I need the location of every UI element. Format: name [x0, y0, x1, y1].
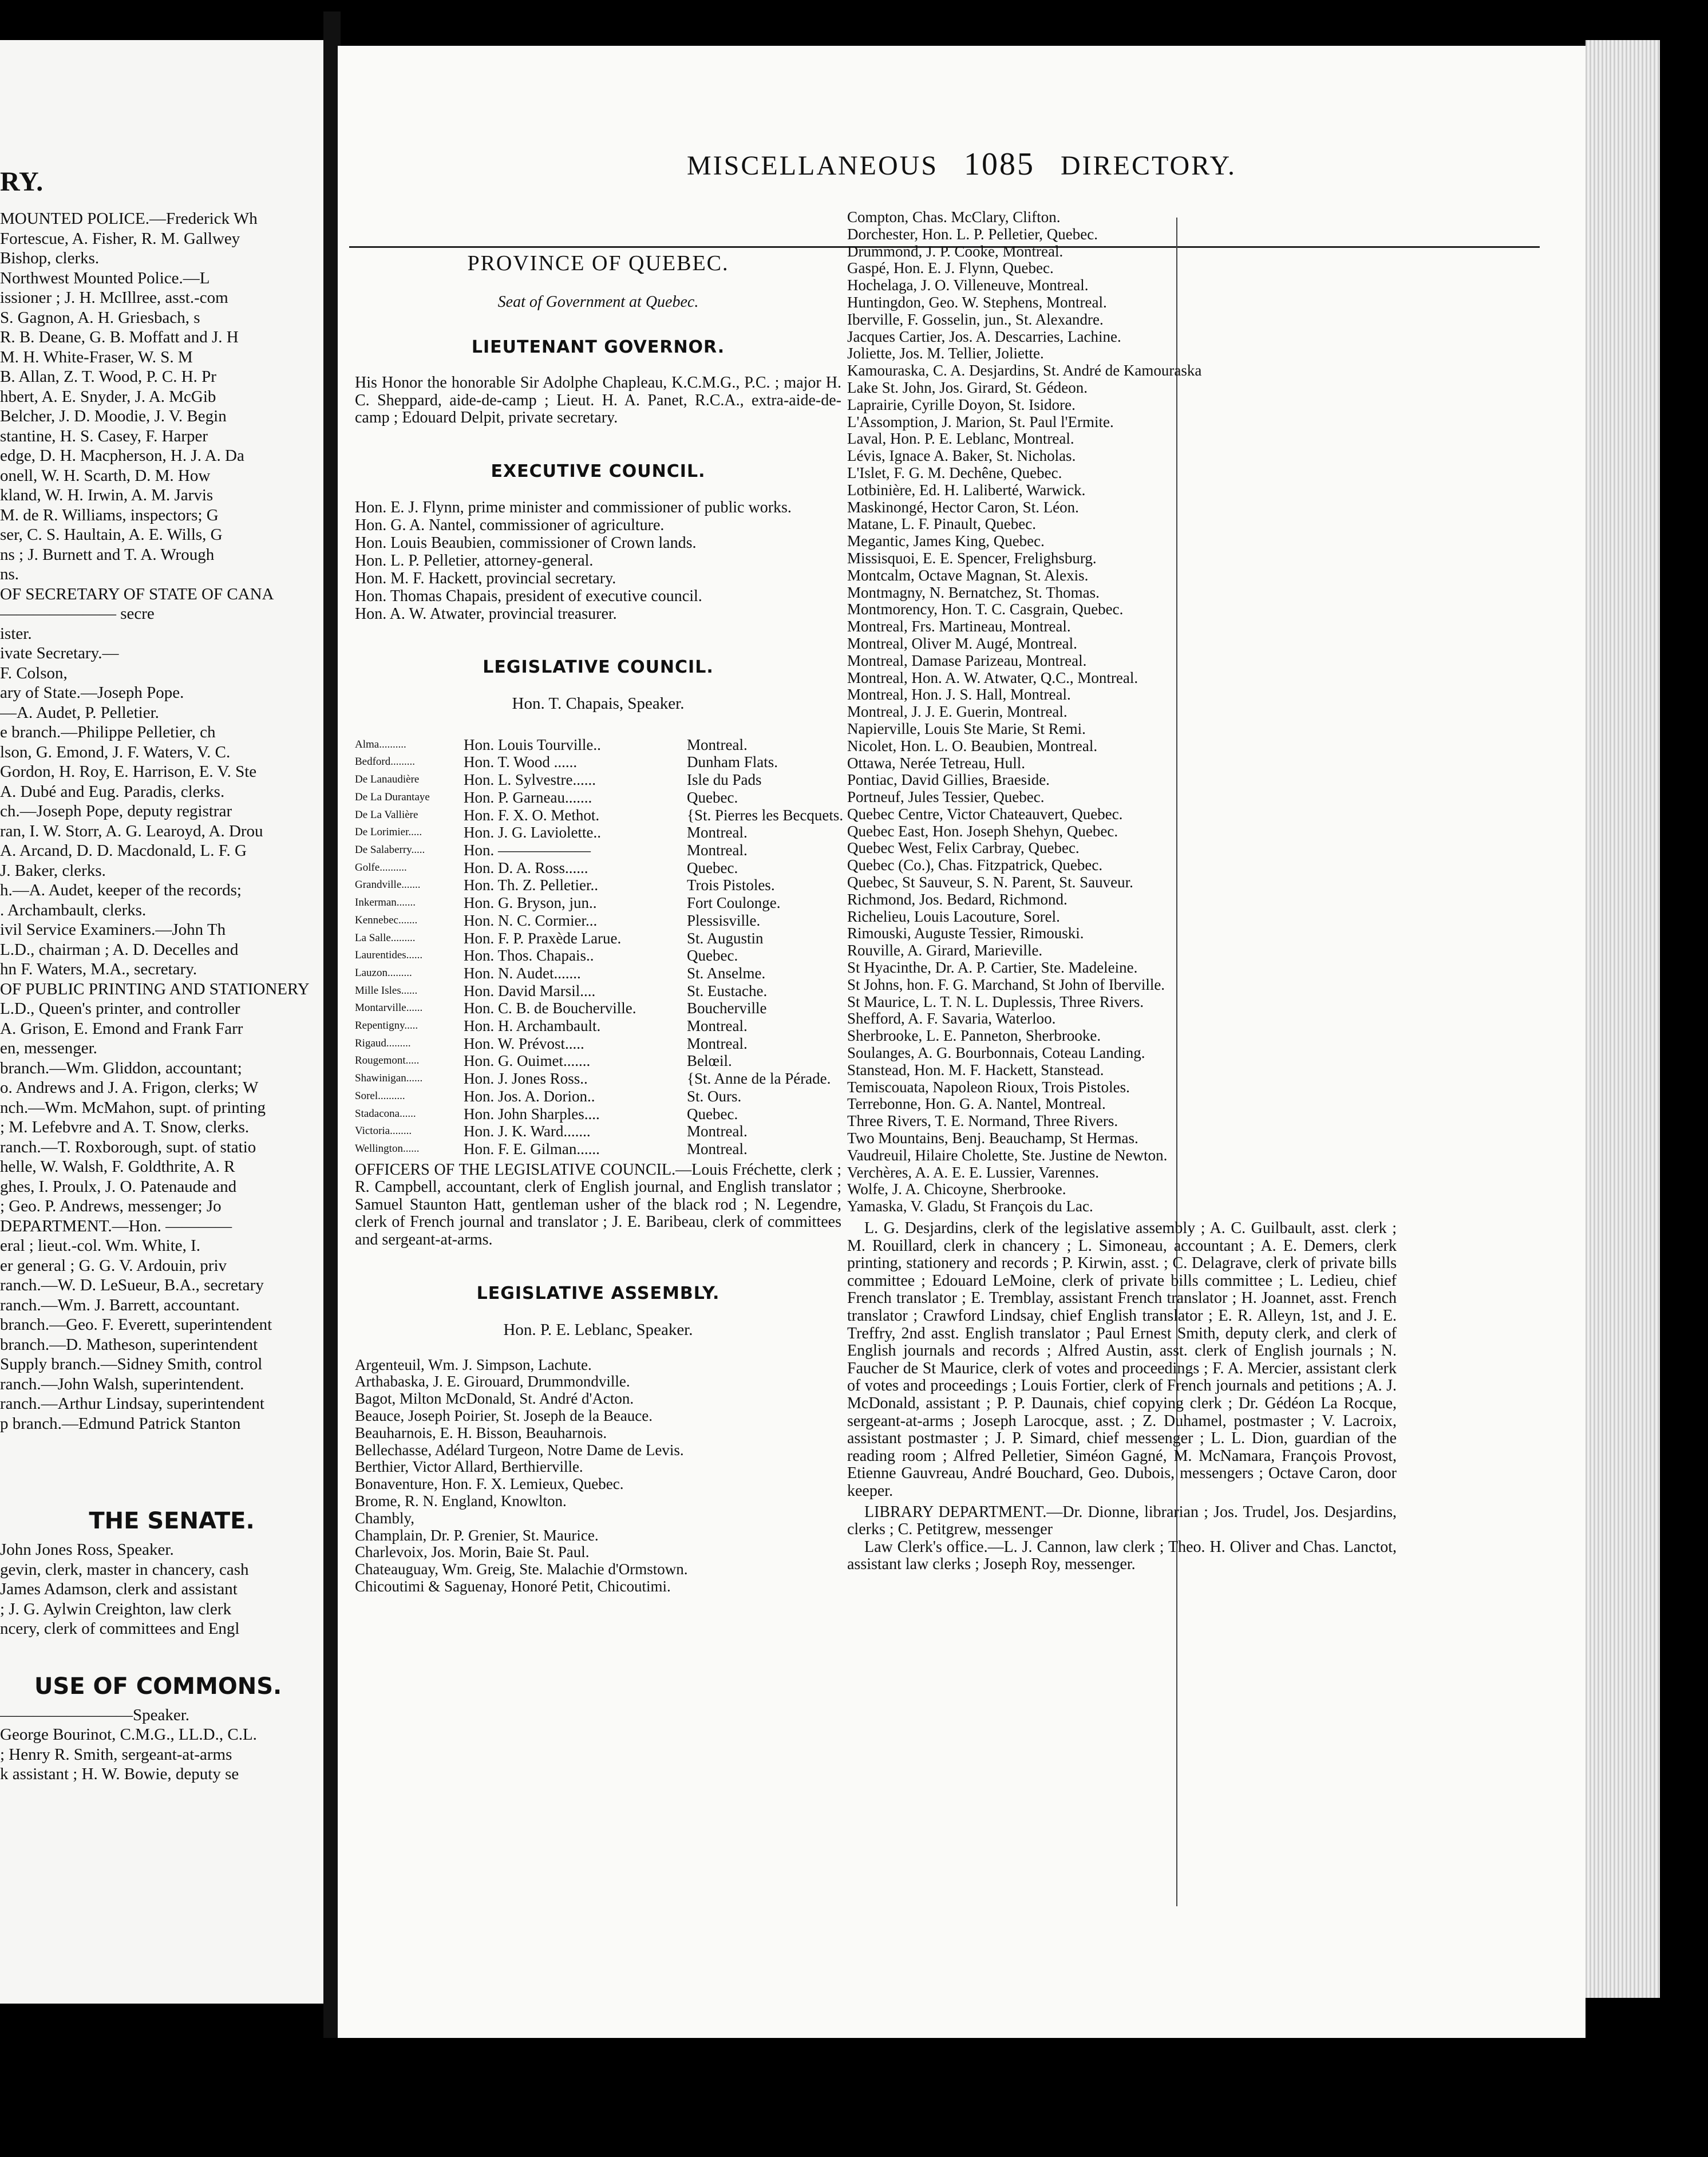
- left-line: o. Andrews and J. A. Frigon, clerks; W: [0, 1078, 259, 1097]
- assembly-member: Beauharnois, E. H. Bisson, Beauharnois.: [355, 1424, 607, 1441]
- left-line: en, messenger.: [0, 1039, 97, 1057]
- assembly-member: Chicoutimi & Saguenay, Honoré Petit, Chicoutimi.: [355, 1577, 671, 1595]
- assembly-member: Shefford, A. F. Savaria, Waterloo.: [847, 1010, 1056, 1028]
- assembly-member: Montreal, J. J. E. Guerin, Montreal.: [847, 703, 1068, 721]
- legislative-council-list: [355, 736, 844, 1158]
- councillor-name: Hon. J. G. Laviolette..: [464, 824, 601, 842]
- left-line: lson, G. Emond, J. F. Waters, V. C.: [0, 742, 231, 761]
- assembly-member: Richelieu, Louis Lacouture, Sorel.: [847, 907, 1060, 925]
- left-line: er general ; G. G. V. Ardouin, priv: [0, 1256, 227, 1275]
- assembly-member: Champlain, Dr. P. Grenier, St. Maurice.: [355, 1526, 599, 1544]
- left-line: M. H. White-Fraser, W. S. M: [0, 347, 193, 366]
- assembly-member: Maskinongé, Hector Caron, St. Léon.: [847, 498, 1079, 516]
- division-name: Repentigny.....: [355, 1020, 418, 1032]
- left-line: OF PUBLIC PRINTING AND STATIONERY: [0, 979, 310, 998]
- assembly-member: Sherbrooke, L. E. Panneton, Sherbrooke.: [847, 1027, 1101, 1045]
- division-name: Inkerman.......: [355, 896, 416, 909]
- legislative-council-row: [355, 753, 841, 771]
- division-name: Rigaud.........: [355, 1037, 411, 1049]
- library-department: LIBRARY DEPARTMENT.—Dr. Dionne, librarian ; Jos. Trudel, Jos. Desjardins, clerks ; C. Petitgrew, messenger: [847, 1503, 1397, 1539]
- legislative-council-row: [355, 876, 841, 894]
- assembly-member: Verchères, A. A. E. E. Lussier, Varennes.: [847, 1163, 1100, 1181]
- councillor-residence: {St. Pierres les Becquets.: [687, 806, 844, 824]
- division-name: La Salle.........: [355, 931, 416, 944]
- left-line: kland, W. H. Irwin, A. M. Jarvis: [0, 486, 214, 504]
- left-line: ranch.—Arthur Lindsay, superintendent: [0, 1394, 264, 1413]
- left-line: eral ; lieut.-col. Wm. White, I.: [0, 1236, 201, 1255]
- division-name: Wellington......: [355, 1142, 420, 1155]
- councillor-residence: Montreal.: [687, 1123, 748, 1140]
- councillor-residence: Dunham Flats.: [687, 753, 778, 771]
- left-line: ranch.—Wm. J. Barrett, accountant.: [0, 1295, 240, 1314]
- left-line: Belcher, J. D. Moodie, J. V. Begin: [0, 407, 227, 425]
- legislative-council-row: [355, 1052, 841, 1070]
- assembly-member: Argenteuil, Wm. J. Simpson, Lachute.: [355, 1356, 592, 1373]
- legislative-council-row: [355, 736, 841, 754]
- division-name: Golfe..........: [355, 861, 407, 874]
- assembly-member: Montmagny, N. Bernatchez, St. Thomas.: [847, 583, 1100, 601]
- left-line: A. Dubé and Eug. Paradis, clerks.: [0, 782, 225, 801]
- division-name: De Lorimier.....: [355, 826, 422, 839]
- assembly-member: Chateauguay, Wm. Greig, Ste. Malachie d'Ormstown.: [355, 1561, 688, 1578]
- executive-council-member: Hon. G. A. Nantel, commissioner of agriculture.: [355, 516, 665, 534]
- assembly-member: Portneuf, Jules Tessier, Quebec.: [847, 788, 1045, 806]
- assembly-member: Temiscouata, Napoleon Rioux, Trois Pistoles.: [847, 1078, 1130, 1096]
- commons-line: ————————Speaker.: [0, 1705, 190, 1724]
- councillor-residence: Belœil.: [687, 1052, 732, 1070]
- province-title: PROVINCE OF QUEBEC.: [467, 251, 729, 275]
- legislative-assembly-list: [355, 1357, 841, 1595]
- division-name: Mille Isles......: [355, 984, 418, 997]
- left-line: helle, W. Walsh, F. Goldthrite, A. R: [0, 1157, 235, 1176]
- councillor-residence: Montreal.: [687, 1017, 748, 1035]
- left-line: ——————— secre: [0, 605, 155, 623]
- councillor-name: Hon. P. Garneau.......: [464, 788, 592, 806]
- assembly-officers: L. G. Desjardins, clerk of the legislative assembly ; A. C. Guilbault, asst. clerk ; M. Rouillard, clerk in chancery ; L. Simoneau, accountant ; A. E. Demers, clerk printing, stationery and records ; P. Kirwin, asst. ; C. Delagrave, clerk of private bills committee ; Edouard LeMoine, clerk of private bills committee ; L. Ledieu, chief French translator ; E. Tremblay, assistant French translator ; H. Joannet, asst. French translator ; Crawford Lindsay, chief English translator ; E. R. Alleyn, 1st, and J. E. Treffry, 2nd asst. English translator ; Paul Ernest Smith, deputy clerk, and clerk of English journals and records ; Alfred Austin, asst. clerk of English journals ; N. Faucher de St Maurice, clerk of votes and proceedings ; F. A. Mercier, assistant clerk of votes and proceedings ; Louis Fortier, clerk of French journals and petitions ; A. J. McDonald, assistant ; P. P. Daunais, chief copying clerk ; Dr. Gédéon La Rocque, sergeant-at-arms ; Joseph Larocque, asst. ; Z. Duhamel, postmaster ; V. Lacroix, assistant postmaster ; J. P. Simard, chief messenger ; L. L. Dion, guardian of the reading room ; Alfred Pelletier, Siméon Gagné, M. McNamara, François Provost, Etienne Gauvreau, André Bouchard, Geo. Dubois, messengers ; Octave Caron, door keeper.: [847, 1219, 1397, 1500]
- commons-heading: USE OF COMMONS.: [34, 1673, 282, 1700]
- left-line: h.—A. Audet, keeper of the records;: [0, 881, 242, 899]
- councillor-name: Hon. G. Bryson, jun..: [464, 894, 597, 912]
- left-line: edge, D. H. Macpherson, H. J. A. Da: [0, 447, 244, 465]
- assembly-member: Laval, Hon. P. E. Leblanc, Montreal.: [847, 430, 1074, 448]
- councillor-name: Hon. David Marsil....: [464, 982, 596, 1000]
- assembly-member: Lotbinière, Ed. H. Laliberté, Warwick.: [847, 481, 1086, 499]
- legislative-council-row: [355, 789, 841, 807]
- assembly-member: Bellechasse, Adélard Turgeon, Notre Dame de Levis.: [355, 1441, 684, 1459]
- left-line: ranch.—W. D. LeSueur, B.A., secretary: [0, 1276, 264, 1294]
- executive-council-member: Hon. E. J. Flynn, prime minister and commissioner of public works.: [355, 498, 792, 516]
- left-line: hn F. Waters, M.A., secretary.: [0, 960, 197, 978]
- left-page: [0, 40, 327, 2004]
- executive-council-member: Hon. A. W. Atwater, provincial treasurer.: [355, 605, 617, 623]
- assembly-member: Quebec (Co.), Chas. Fitzpatrick, Quebec.: [847, 856, 1103, 874]
- councillor-name: Hon. Th. Z. Pelletier..: [464, 876, 598, 894]
- councillor-name: Hon. C. B. de Boucherville.: [464, 1000, 636, 1017]
- assembly-member: Ottawa, Nerée Tetreau, Hull.: [847, 754, 1025, 772]
- councillor-residence: St. Anselme.: [687, 964, 766, 982]
- page-number: 1085: [964, 147, 1035, 182]
- councillor-name: Hon. F. P. Praxède Larue.: [464, 929, 622, 947]
- left-line: S. Gagnon, A. H. Griesbach, s: [0, 308, 200, 327]
- left-line: ivil Service Examiners.—John Th: [0, 921, 226, 939]
- executive-council-member: Hon. L. P. Pelletier, attorney-general.: [355, 551, 594, 570]
- assembly-member: Brome, R. N. England, Knowlton.: [355, 1492, 567, 1510]
- councillor-name: Hon. W. Prévost.....: [464, 1034, 584, 1052]
- assembly-member: Wolfe, J. A. Chicoyne, Sherbrooke.: [847, 1180, 1066, 1198]
- executive-council-heading: EXECUTIVE COUNCIL.: [491, 461, 706, 481]
- division-name: Bedford.........: [355, 756, 416, 768]
- assembly-member: Megantic, James King, Quebec.: [847, 532, 1045, 550]
- legislative-council-row: [355, 930, 841, 947]
- division-name: Shawinigan......: [355, 1072, 423, 1085]
- councillor-name: Hon. Jos. A. Dorion..: [464, 1087, 595, 1105]
- legislative-council-row: [355, 1123, 841, 1140]
- left-line: ister.: [0, 624, 32, 643]
- councillor-name: Hon. ——————: [464, 842, 591, 859]
- legislative-council-heading: LEGISLATIVE COUNCIL.: [483, 657, 714, 677]
- assembly-member: Laprairie, Cyrille Doyon, St. Isidore.: [847, 396, 1076, 413]
- commons-line: k assistant ; H. W. Bowie, deputy se: [0, 1765, 239, 1783]
- left-line: ghes, I. Proulx, J. O. Patenaude and: [0, 1177, 237, 1196]
- senate-line: John Jones Ross, Speaker.: [0, 1540, 174, 1559]
- legislative-council-row: [355, 1140, 841, 1158]
- councillor-residence: Montreal.: [687, 1140, 748, 1157]
- division-name: De Lanaudière: [355, 773, 420, 786]
- councillor-residence: Fort Coulonge.: [687, 894, 781, 912]
- legislative-council-row: [355, 806, 844, 824]
- assembly-member: Bagot, Milton McDonald, St. André d'Acton.: [355, 1390, 634, 1408]
- left-line: A. Arcand, D. D. Macdonald, L. F. G: [0, 842, 247, 860]
- assembly-member: Montmorency, Hon. T. C. Casgrain, Quebec.: [847, 601, 1124, 618]
- legislative-council-row: [355, 1000, 841, 1017]
- councillor-residence: St. Augustin: [687, 929, 764, 947]
- left-line: ran, I. W. Storr, A. G. Learoyd, A. Drou: [0, 821, 263, 840]
- councillor-residence: St. Eustache.: [687, 982, 768, 1000]
- legislative-council-row: [355, 1017, 841, 1035]
- law-clerks-office: Law Clerk's office.—L. J. Cannon, law clerk ; Theo. H. Oliver and Chas. Lanctot, assistant law clerks ; Joseph Roy, messenger.: [847, 1538, 1397, 1574]
- left-line: L.D., Queen's printer, and controller: [0, 1000, 240, 1018]
- left-line: R. B. Deane, G. B. Moffatt and J. H: [0, 328, 239, 346]
- councillor-name: Hon. N. C. Cormier...: [464, 911, 598, 929]
- legislative-council-row: [355, 894, 841, 912]
- legislative-council-row: [355, 965, 841, 982]
- left-line: ch.—Joseph Pope, deputy registrar: [0, 802, 232, 820]
- assembly-member: Hochelaga, J. O. Villeneuve, Montreal.: [847, 276, 1089, 294]
- assembly-member: Rimouski, Auguste Tessier, Rimouski.: [847, 925, 1084, 942]
- division-name: Rougemont.....: [355, 1054, 420, 1067]
- assembly-member: Iberville, F. Gosselin, jun., St. Alexandre.: [847, 310, 1104, 328]
- assembly-member: Lake St. John, Jos. Girard, St. Gédeon.: [847, 378, 1088, 396]
- assembly-member: Missisquoi, E. E. Spencer, Frelighsburg.: [847, 549, 1097, 567]
- header-right: DIRECTORY.: [1061, 151, 1236, 181]
- councillor-name: Hon. D. A. Ross......: [464, 859, 588, 876]
- division-name: Laurentides......: [355, 949, 423, 962]
- assembly-member: L'Assomption, J. Marion, St. Paul l'Ermite.: [847, 413, 1114, 430]
- councillor-name: Hon. J. K. Ward.......: [464, 1123, 591, 1140]
- assembly-member: Huntingdon, Geo. W. Stephens, Montreal.: [847, 293, 1107, 311]
- left-line: ary of State.—Joseph Pope.: [0, 684, 184, 702]
- seat-subtitle: Seat of Government at Quebec.: [497, 293, 699, 311]
- division-name: Victoria........: [355, 1125, 412, 1137]
- header-left: MISCELLANEOUS: [687, 151, 939, 181]
- division-name: Kennebec.......: [355, 914, 418, 926]
- executive-council-member: Hon. Louis Beaubien, commissioner of Crown lands.: [355, 534, 697, 552]
- councillor-name: Hon. F. X. O. Methot.: [464, 806, 600, 824]
- left-page-head: RY.: [0, 167, 44, 197]
- councillor-residence: Montreal.: [687, 824, 748, 842]
- assembly-member: Chambly,: [355, 1509, 414, 1527]
- column-2: [847, 209, 1397, 1574]
- legislative-assembly-speaker: Hon. P. E. Leblanc, Speaker.: [503, 1320, 693, 1339]
- running-head: [338, 146, 1586, 183]
- page-edges: [1586, 40, 1660, 1998]
- left-line: hbert, A. E. Snyder, J. A. McGib: [0, 387, 216, 406]
- councillor-residence: Plessisville.: [687, 911, 761, 929]
- assembly-member: St Hyacinthe, Dr. A. P. Cartier, Ste. Madeleine.: [847, 959, 1138, 977]
- left-line: MOUNTED POLICE.—Frederick Wh: [0, 210, 258, 228]
- legislative-council-row: [355, 1070, 841, 1088]
- assembly-member: Gaspé, Hon. E. J. Flynn, Quebec.: [847, 259, 1054, 277]
- left-line: ser, C. S. Haultain, A. E. Wills, G: [0, 526, 223, 544]
- assembly-member: Montreal, Oliver M. Augé, Montreal.: [847, 634, 1077, 652]
- assembly-member: Quebec, St Sauveur, S. N. Parent, St. Sauveur.: [847, 874, 1133, 891]
- councillor-name: Hon. J. Jones Ross..: [464, 1070, 588, 1088]
- division-name: Montarville......: [355, 1002, 423, 1014]
- lieutenant-governor-text: His Honor the honorable Sir Adolphe Chapleau, K.C.M.G., P.C. ; major H. C. Sheppard, aide-de-camp ; Lieut. H. A. Panet, R.C.A., extra-aide-de-camp ; Edouard Delpit, private secretary.: [355, 374, 841, 427]
- executive-council-list: [355, 499, 841, 623]
- assembly-member: Three Rivers, T. E. Normand, Three Rivers.: [847, 1112, 1118, 1130]
- assembly-member: Montreal, Hon. A. W. Atwater, Q.C., Montreal.: [847, 669, 1138, 686]
- assembly-member: Charlevoix, Jos. Morin, Baie St. Paul.: [355, 1543, 590, 1561]
- left-line: Fortescue, A. Fisher, R. M. Gallwey: [0, 229, 240, 248]
- division-name: Stadacona......: [355, 1107, 416, 1120]
- assembly-member: Montcalm, Octave Magnan, St. Alexis.: [847, 566, 1089, 584]
- assembly-member: L'Islet, F. G. M. Dechêne, Quebec.: [847, 464, 1062, 481]
- senate-line: ncery, clerk of committees and Engl: [0, 1619, 240, 1638]
- division-name: Alma..........: [355, 738, 406, 750]
- legislative-council-row: [355, 859, 841, 877]
- councillor-residence: Montreal.: [687, 842, 748, 859]
- senate-lines: [0, 1540, 327, 1639]
- councillor-residence: Quebec.: [687, 1105, 738, 1123]
- legislative-council-row: [355, 771, 841, 789]
- legislative-council-row: [355, 912, 841, 930]
- commons-line: ; Henry R. Smith, sergeant-at-arms: [0, 1745, 232, 1764]
- councillor-name: Hon. John Sharples....: [464, 1105, 600, 1123]
- left-line: F. Colson,: [0, 663, 68, 682]
- left-line: —A. Audet, P. Pelletier.: [0, 703, 159, 722]
- assembly-member: Kamouraska, C. A. Desjardins, St. André de Kamouraska: [847, 362, 1202, 380]
- legislative-council-row: [355, 842, 841, 859]
- assembly-member: Napierville, Louis Ste Marie, St Remi.: [847, 720, 1086, 737]
- left-line: branch.—D. Matheson, superintendent: [0, 1335, 258, 1354]
- assembly-member: St Maurice, L. T. N. L. Duplessis, Three Rivers.: [847, 993, 1144, 1010]
- commons-lines: [0, 1705, 327, 1784]
- division-name: Grandville.......: [355, 879, 421, 891]
- councillor-name: Hon. Thos. Chapais..: [464, 947, 594, 965]
- senate-line: James Adamson, clerk and assistant: [0, 1580, 238, 1598]
- left-line: DEPARTMENT.—Hon. ————: [0, 1216, 232, 1235]
- assembly-member: Compton, Chas. McClary, Clifton.: [847, 208, 1061, 226]
- left-line: M. de R. Williams, inspectors; G: [0, 505, 219, 524]
- division-name: De Salaberry.....: [355, 844, 425, 856]
- assembly-member: Beauce, Joseph Poirier, St. Joseph de la Beauce.: [355, 1407, 653, 1425]
- assembly-member: Drummond, J. P. Cooke, Montreal.: [847, 242, 1063, 260]
- councillor-residence: Quebec.: [687, 788, 738, 806]
- councillor-residence: St. Ours.: [687, 1087, 742, 1105]
- left-line: J. Baker, clerks.: [0, 861, 106, 880]
- legislative-council-row: [355, 982, 841, 1000]
- left-line: ns ; J. Burnett and T. A. Wrough: [0, 545, 215, 564]
- left-line: onell, W. H. Scarth, D. M. How: [0, 466, 211, 485]
- assembly-member: Quebec Centre, Victor Chateauvert, Quebec.: [847, 805, 1123, 823]
- assembly-member: Quebec West, Felix Carbray, Quebec.: [847, 839, 1080, 857]
- senate-line: gevin, clerk, master in chancery, cash: [0, 1560, 249, 1579]
- senate-heading: THE SENATE.: [89, 1508, 255, 1534]
- councillor-name: Hon. L. Sylvestre......: [464, 771, 596, 789]
- commons-line: George Bourinot, C.M.G., LL.D., C.L.: [0, 1725, 257, 1744]
- left-line: . Archambault, clerks.: [0, 900, 147, 919]
- left-line: branch.—Wm. Gliddon, accountant;: [0, 1058, 242, 1077]
- assembly-members-list: [847, 209, 1397, 1215]
- left-line: A. Grison, E. Emond and Frank Farr: [0, 1019, 243, 1038]
- assembly-member: Yamaska, V. Gladu, St François du Lac.: [847, 1198, 1093, 1215]
- left-line: L.D., chairman ; A. D. Decelles and: [0, 940, 239, 959]
- councillor-name: Hon. T. Wood ......: [464, 753, 578, 771]
- councillor-name: Hon. H. Archambault.: [464, 1017, 601, 1035]
- left-line: B. Allan, Z. T. Wood, P. C. H. Pr: [0, 368, 216, 386]
- assembly-member: Joliette, Jos. M. Tellier, Joliette.: [847, 345, 1044, 362]
- right-page: [338, 46, 1586, 2038]
- legislative-council-speaker: Hon. T. Chapais, Speaker.: [512, 694, 685, 713]
- assembly-member: Montreal, Frs. Martineau, Montreal.: [847, 618, 1071, 635]
- legislative-council-row: [355, 824, 841, 842]
- assembly-member: Two Mountains, Benj. Beauchamp, St Hermas.: [847, 1129, 1138, 1147]
- left-line: ; M. Lefebvre and A. T. Snow, clerks.: [0, 1118, 250, 1136]
- assembly-member: Montreal, Hon. J. S. Hall, Montreal.: [847, 686, 1071, 704]
- assembly-member: Soulanges, A. G. Bourbonnais, Coteau Landing.: [847, 1044, 1145, 1062]
- councillor-residence: Montreal.: [687, 736, 748, 753]
- councillor-name: Hon. N. Audet.......: [464, 964, 581, 982]
- assembly-member: Jacques Cartier, Jos. A. Descarries, Lachine.: [847, 327, 1121, 345]
- left-line: ranch.—T. Roxborough, supt. of statio: [0, 1137, 256, 1156]
- councillor-name: Hon. Louis Tourville..: [464, 736, 601, 753]
- left-line: Gordon, H. Roy, E. Harrison, E. V. Ste: [0, 763, 257, 781]
- assembly-member: Arthabaska, J. E. Girouard, Drummondville.: [355, 1373, 630, 1390]
- left-line: p branch.—Edmund Patrick Stanton: [0, 1414, 241, 1433]
- lieutenant-governor-heading: LIEUTENANT GOVERNOR.: [471, 337, 725, 357]
- councillor-residence: Quebec.: [687, 947, 738, 965]
- legislative-council-row: [355, 1088, 841, 1105]
- left-line: Northwest Mounted Police.—L: [0, 268, 210, 287]
- assembly-member: Montreal, Damase Parizeau, Montreal.: [847, 651, 1087, 669]
- executive-council-member: Hon. Thomas Chapais, president of executive council.: [355, 587, 702, 605]
- left-line: issioner ; J. H. McIllree, asst.-com: [0, 289, 228, 307]
- assembly-member: Stanstead, Hon. M. F. Hackett, Stanstead.: [847, 1061, 1104, 1078]
- left-line: Supply branch.—Sidney Smith, control: [0, 1355, 263, 1373]
- councillor-residence: Boucherville: [687, 1000, 767, 1017]
- left-line: ivate Secretary.—: [0, 644, 119, 662]
- assembly-member: Pontiac, David Gillies, Braeside.: [847, 771, 1050, 789]
- division-name: De La Durantaye: [355, 791, 430, 803]
- councillor-residence: Trois Pistoles.: [687, 876, 775, 894]
- assembly-member: St Johns, hon. F. G. Marchand, St John of Iberville.: [847, 975, 1165, 993]
- legislative-council-row: [355, 1105, 841, 1123]
- assembly-member: Terrebonne, Hon. G. A. Nantel, Montreal.: [847, 1095, 1106, 1113]
- left-line: e branch.—Philippe Pelletier, ch: [0, 723, 216, 741]
- legislative-council-row: [355, 947, 841, 965]
- left-line: Bishop, clerks.: [0, 249, 100, 267]
- legislative-assembly-heading: LEGISLATIVE ASSEMBLY.: [476, 1283, 720, 1303]
- councillor-name: Hon. G. Ouimet.......: [464, 1052, 591, 1070]
- left-line: ranch.—John Walsh, superintendent.: [0, 1374, 244, 1393]
- left-line: stantine, H. S. Casey, F. Harper: [0, 426, 208, 445]
- assembly-member: Matane, L. F. Pinault, Quebec.: [847, 515, 1037, 533]
- assembly-member: Quebec East, Hon. Joseph Shehyn, Quebec.: [847, 822, 1118, 840]
- councillor-residence: {St. Anne de la Pérade.: [687, 1070, 831, 1088]
- assembly-member: Richmond, Jos. Bedard, Richmond.: [847, 890, 1068, 908]
- assembly-member: Rouville, A. Girard, Marieville.: [847, 942, 1043, 959]
- left-line: nch.—Wm. McMahon, supt. of printing: [0, 1098, 266, 1117]
- left-line: ; Geo. P. Andrews, messenger; Jo: [0, 1197, 222, 1215]
- councillor-residence: Quebec.: [687, 859, 738, 876]
- senate-line: ; J. G. Aylwin Creighton, law clerk: [0, 1599, 232, 1618]
- legislative-council-row: [355, 1035, 841, 1053]
- division-name: Sorel..........: [355, 1089, 405, 1102]
- councillor-name: Hon. F. E. Gilman......: [464, 1140, 600, 1157]
- left-page-lines: [0, 209, 327, 1433]
- assembly-member: Nicolet, Hon. L. O. Beaubien, Montreal.: [847, 737, 1098, 754]
- assembly-member: Dorchester, Hon. L. P. Pelletier, Quebec.: [847, 225, 1098, 243]
- left-line: OF SECRETARY OF STATE OF CANA: [0, 584, 274, 603]
- left-line: branch.—Geo. F. Everett, superintendent: [0, 1315, 272, 1334]
- division-name: De La Vallière: [355, 808, 418, 821]
- legislative-council-officers: OFFICERS OF THE LEGISLATIVE COUNCIL.—Louis Fréchette, clerk ; R. Campbell, accountant, clerk of English journal, and English translator ; Samuel Staunton Hatt, gentleman usher of the black rod ; N. Legendre, clerk of French journal and translator ; J. E. Baribeau, clerk of committees and sergeant-at-arms.: [355, 1160, 841, 1249]
- division-name: Lauzon.........: [355, 966, 412, 979]
- assembly-member: Bonaventure, Hon. F. X. Lemieux, Quebec.: [355, 1475, 624, 1493]
- councillor-residence: Montreal.: [687, 1034, 748, 1052]
- left-line: ns.: [0, 565, 19, 583]
- assembly-member: Lévis, Ignace A. Baker, St. Nicholas.: [847, 447, 1076, 465]
- assembly-member: Berthier, Victor Allard, Berthierville.: [355, 1458, 583, 1476]
- councillor-residence: Isle du Pads: [687, 771, 762, 789]
- column-1: [355, 218, 844, 1595]
- assembly-member: Vaudreuil, Hilaire Cholette, Ste. Justine de Newton.: [847, 1146, 1168, 1164]
- executive-council-member: Hon. M. F. Hackett, provincial secretary.: [355, 569, 616, 587]
